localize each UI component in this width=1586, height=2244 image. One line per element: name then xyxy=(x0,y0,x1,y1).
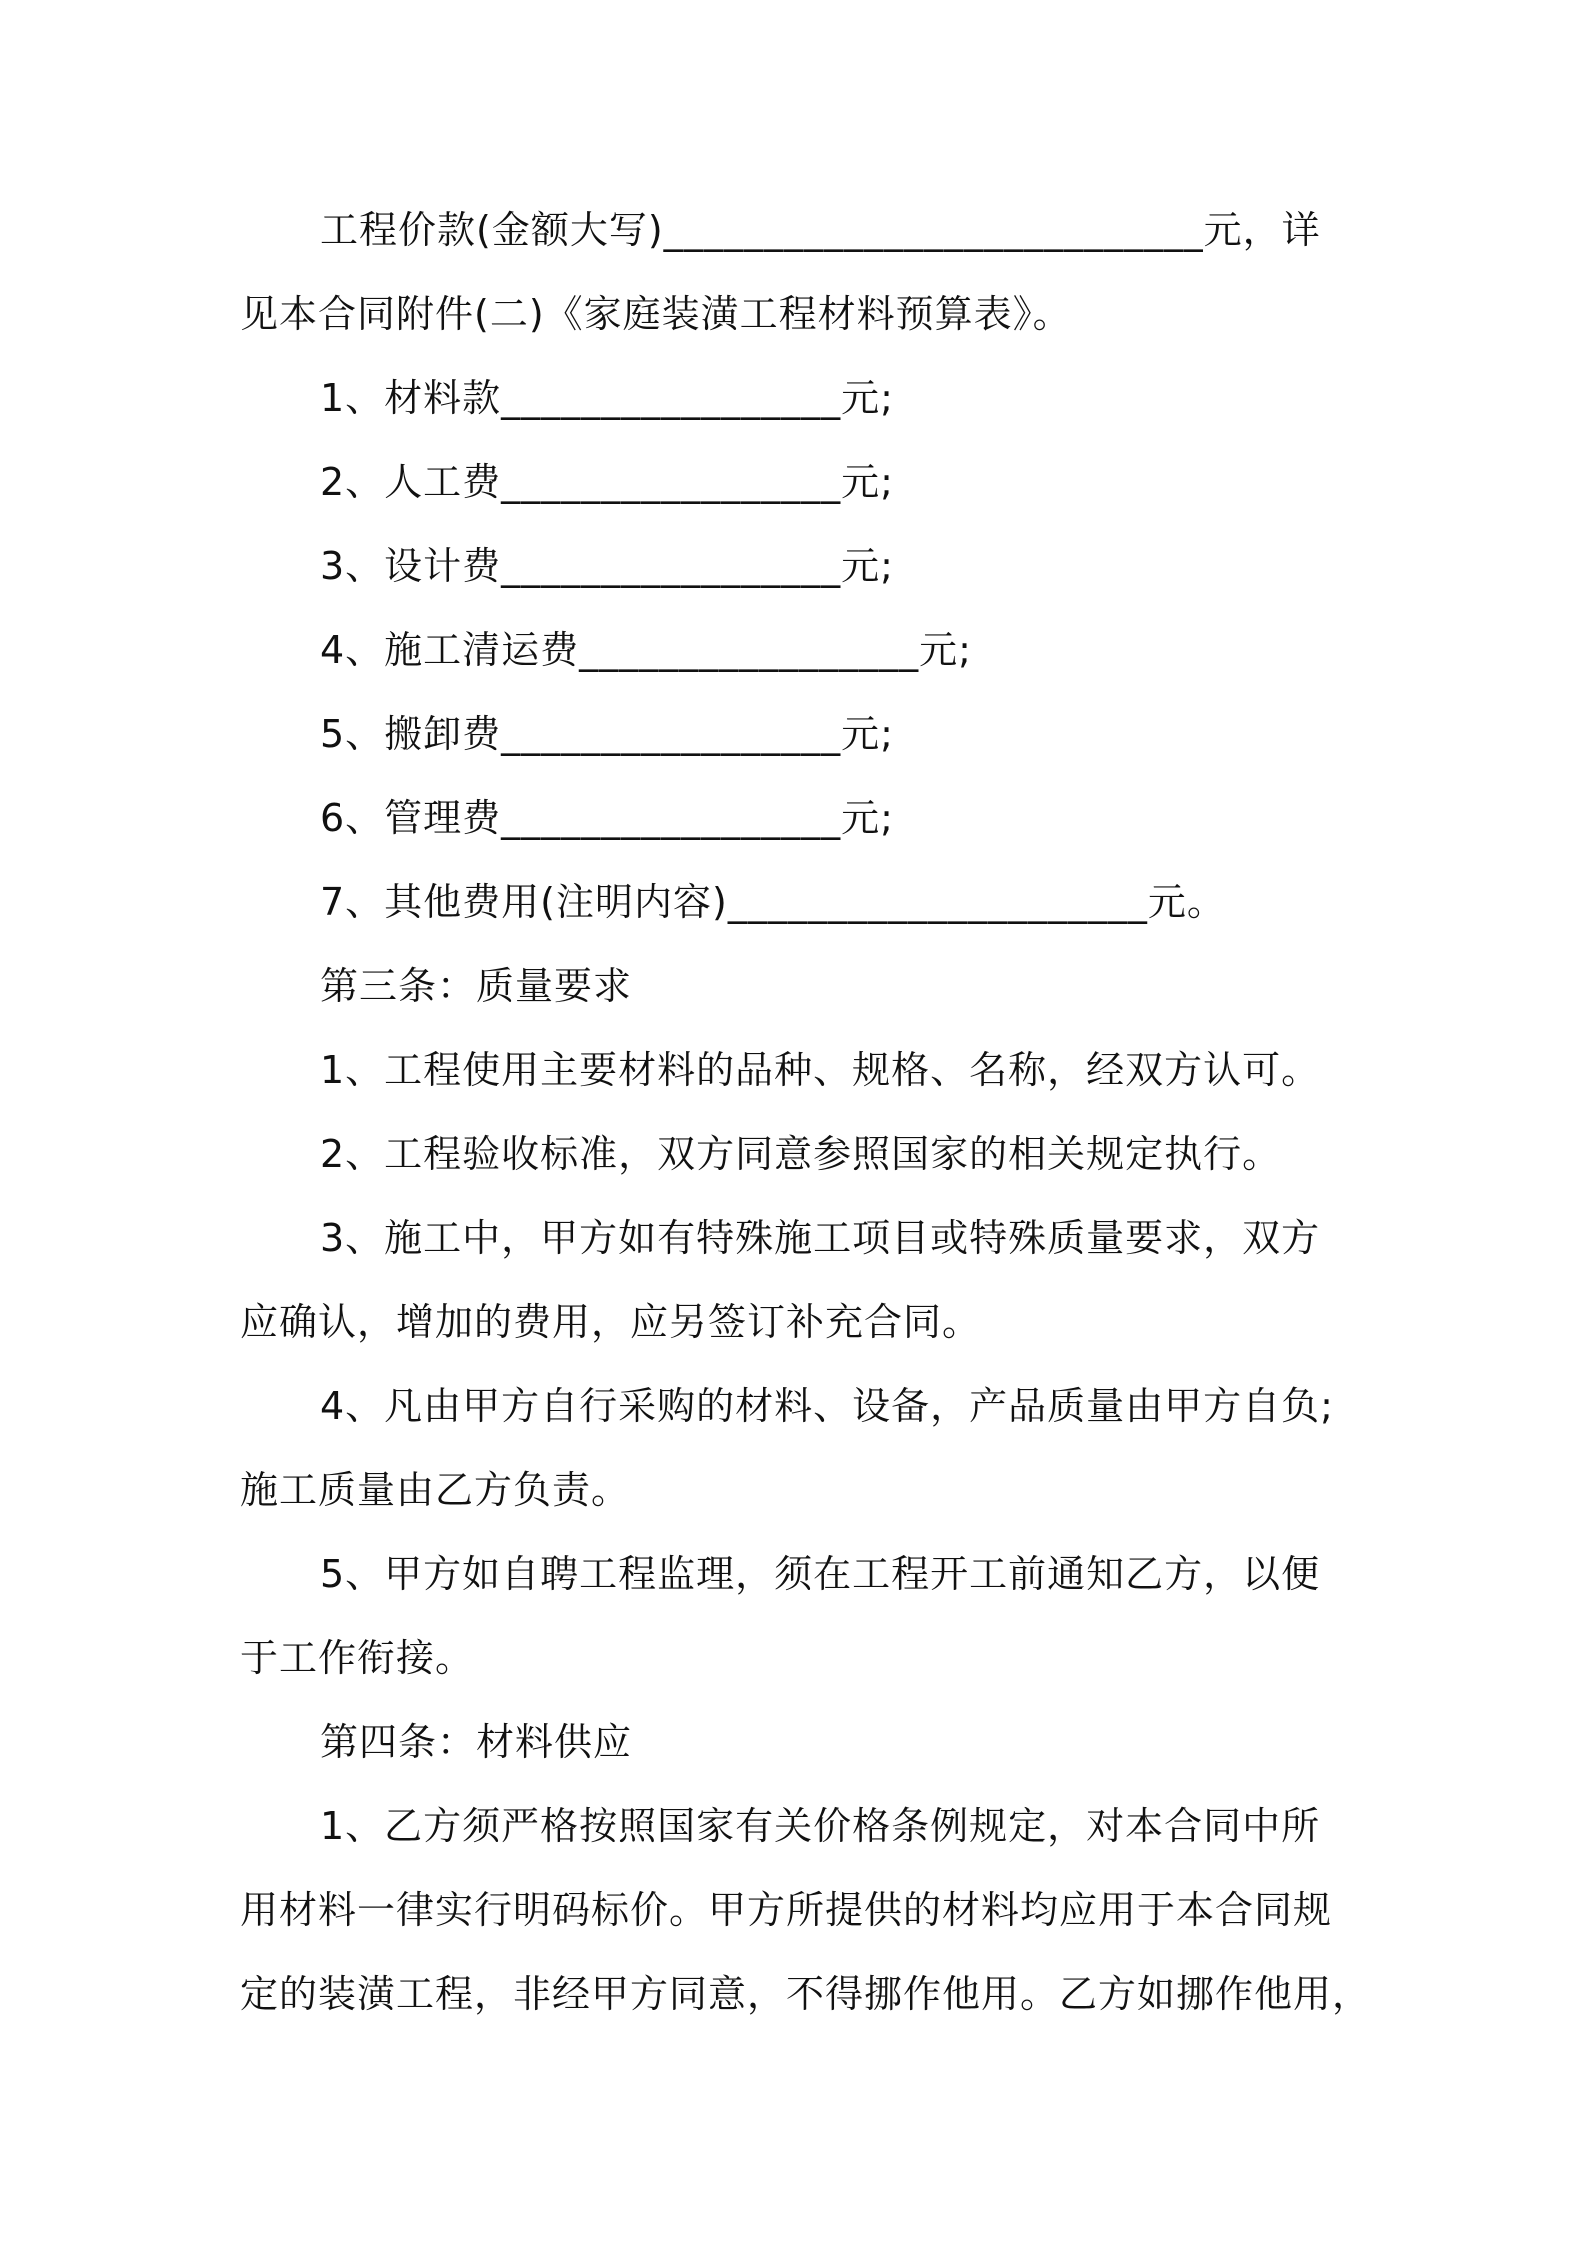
quality-item-3-cont: 应确认，增加的费用，应另签订补充合同。 xyxy=(240,1300,982,1344)
supply-item-1: 1、乙方须严格按照国家有关价格条例规定，对本合同中所 xyxy=(320,1804,1321,1848)
fee-item-other: 7、其他费用(注明内容)_____________________元。 xyxy=(320,880,1226,924)
quality-item-1: 1、工程使用主要材料的品种、规格、名称，经双方认可。 xyxy=(320,1048,1321,1092)
fee-item-materials: 1、材料款_________________元; xyxy=(320,376,894,420)
quality-item-4-cont: 施工质量由乙方负责。 xyxy=(240,1468,631,1512)
article-3-heading: 第三条：质量要求 xyxy=(320,964,633,1008)
price-total-line-cont: 见本合同附件(二)《家庭装潢工程材料预算表》。 xyxy=(240,292,1072,336)
fee-item-labor: 2、人工费_________________元; xyxy=(320,460,894,504)
quality-item-2: 2、工程验收标准，双方同意参照国家的相关规定执行。 xyxy=(320,1132,1282,1176)
quality-item-5: 5、甲方如自聘工程监理，须在工程开工前通知乙方，以便 xyxy=(320,1552,1321,1596)
quality-item-3: 3、施工中，甲方如有特殊施工项目或特殊质量要求，双方 xyxy=(320,1216,1321,1260)
price-total-line: 工程价款(金额大写)___________________________元，详 xyxy=(320,208,1321,252)
fee-item-design: 3、设计费_________________元; xyxy=(320,544,894,588)
fee-item-handling: 5、搬卸费_________________元; xyxy=(320,712,894,756)
fee-item-management: 6、管理费_________________元; xyxy=(320,796,894,840)
fee-item-cleanup: 4、施工清运费_________________元; xyxy=(320,628,972,672)
quality-item-4: 4、凡由甲方自行采购的材料、设备，产品质量由甲方自负; xyxy=(320,1384,1334,1428)
supply-item-1-cont: 用材料一律实行明码标价。甲方所提供的材料均应用于本合同规 xyxy=(240,1888,1333,1932)
quality-item-5-cont: 于工作衔接。 xyxy=(240,1636,475,1680)
supply-item-1-cont-2: 定的装潢工程，非经甲方同意，不得挪作他用。乙方如挪作他用， xyxy=(240,1972,1372,2016)
article-4-heading: 第四条：材料供应 xyxy=(320,1720,633,1764)
